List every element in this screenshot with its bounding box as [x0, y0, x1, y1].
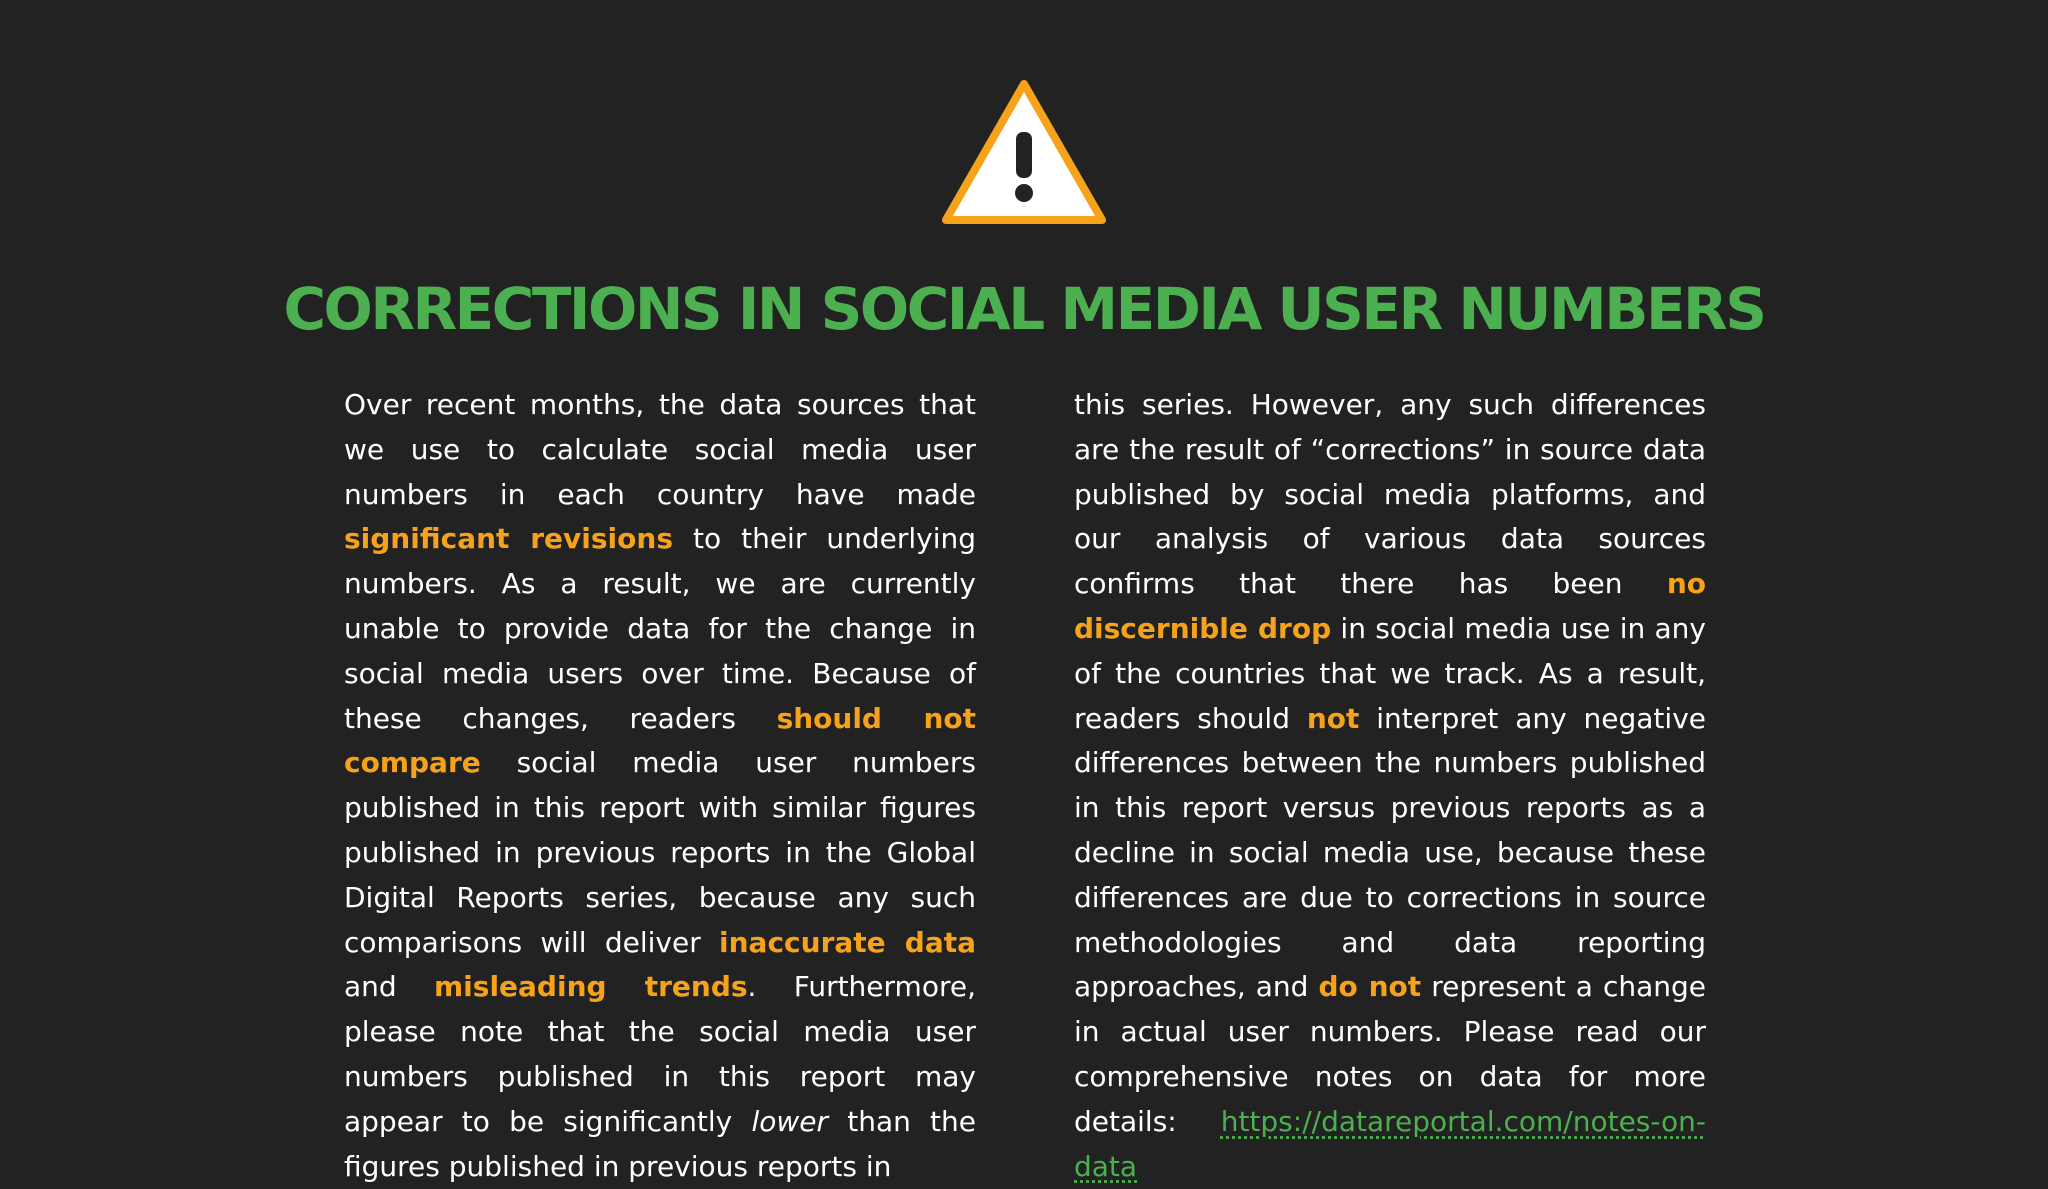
right-text-column [1074, 383, 1706, 1189]
highlight-text: no discernible drop [1074, 567, 1706, 645]
body-text: in social media use in any of the countries that we track. As a result, readers should [1074, 611, 1707, 735]
warning-exclamation-dot [1015, 184, 1033, 202]
body-text: . Furthermore, please note that the social media user numbers published in this report may appear to be significantly [344, 970, 976, 1138]
warning-exclamation-bar [1016, 132, 1032, 178]
body-text: interpret any negative differences between the numbers published in this report versus previous reports as a decline in social media use, because these differences are due to corrections in source methodologies and data reporting approaches, and [1074, 701, 1706, 1004]
body-text: Over recent months, the data sources that we use to calculate social media user numbers in each country have made [344, 388, 976, 511]
emphasis-text: lower [751, 1104, 829, 1138]
highlight-text: misleading trends [434, 970, 748, 1004]
highlight-text: inaccurate data [719, 925, 976, 959]
body-text: social media user numbers published in this report with similar figures published in previous reports in the Global Digital Reports series, because any such comparisons will deliver [344, 746, 976, 959]
notes-on-data-link[interactable]: https://datareportal.com/notes-on-data [1074, 1104, 1706, 1183]
highlight-text: should not compare [344, 701, 976, 780]
body-text: than the figures published in previous reports in [344, 1104, 976, 1183]
highlight-text: not [1306, 701, 1360, 735]
body-text: to their underlying numbers. As a result, we are currently unable to provide data for the change in social media users over time. Because of these changes, readers [344, 522, 976, 735]
highlight-text: do not [1318, 970, 1422, 1004]
highlight-text: significant revisions [344, 522, 673, 556]
warning-triangle-icon [942, 80, 1106, 225]
body-text: and [344, 970, 434, 1004]
page-title: CORRECTIONS IN SOCIAL MEDIA USER NUMBERS [283, 275, 1765, 343]
body-text: represent a change in actual user numbers. Please read our comprehensive notes on data for more details: [1074, 970, 1706, 1138]
body-text: this series. However, any such differences are the result of “corrections” in source data published by social media platforms, and our analysis of various data sources confirms that there has been [1074, 388, 1706, 601]
left-text-column [344, 383, 976, 1189]
